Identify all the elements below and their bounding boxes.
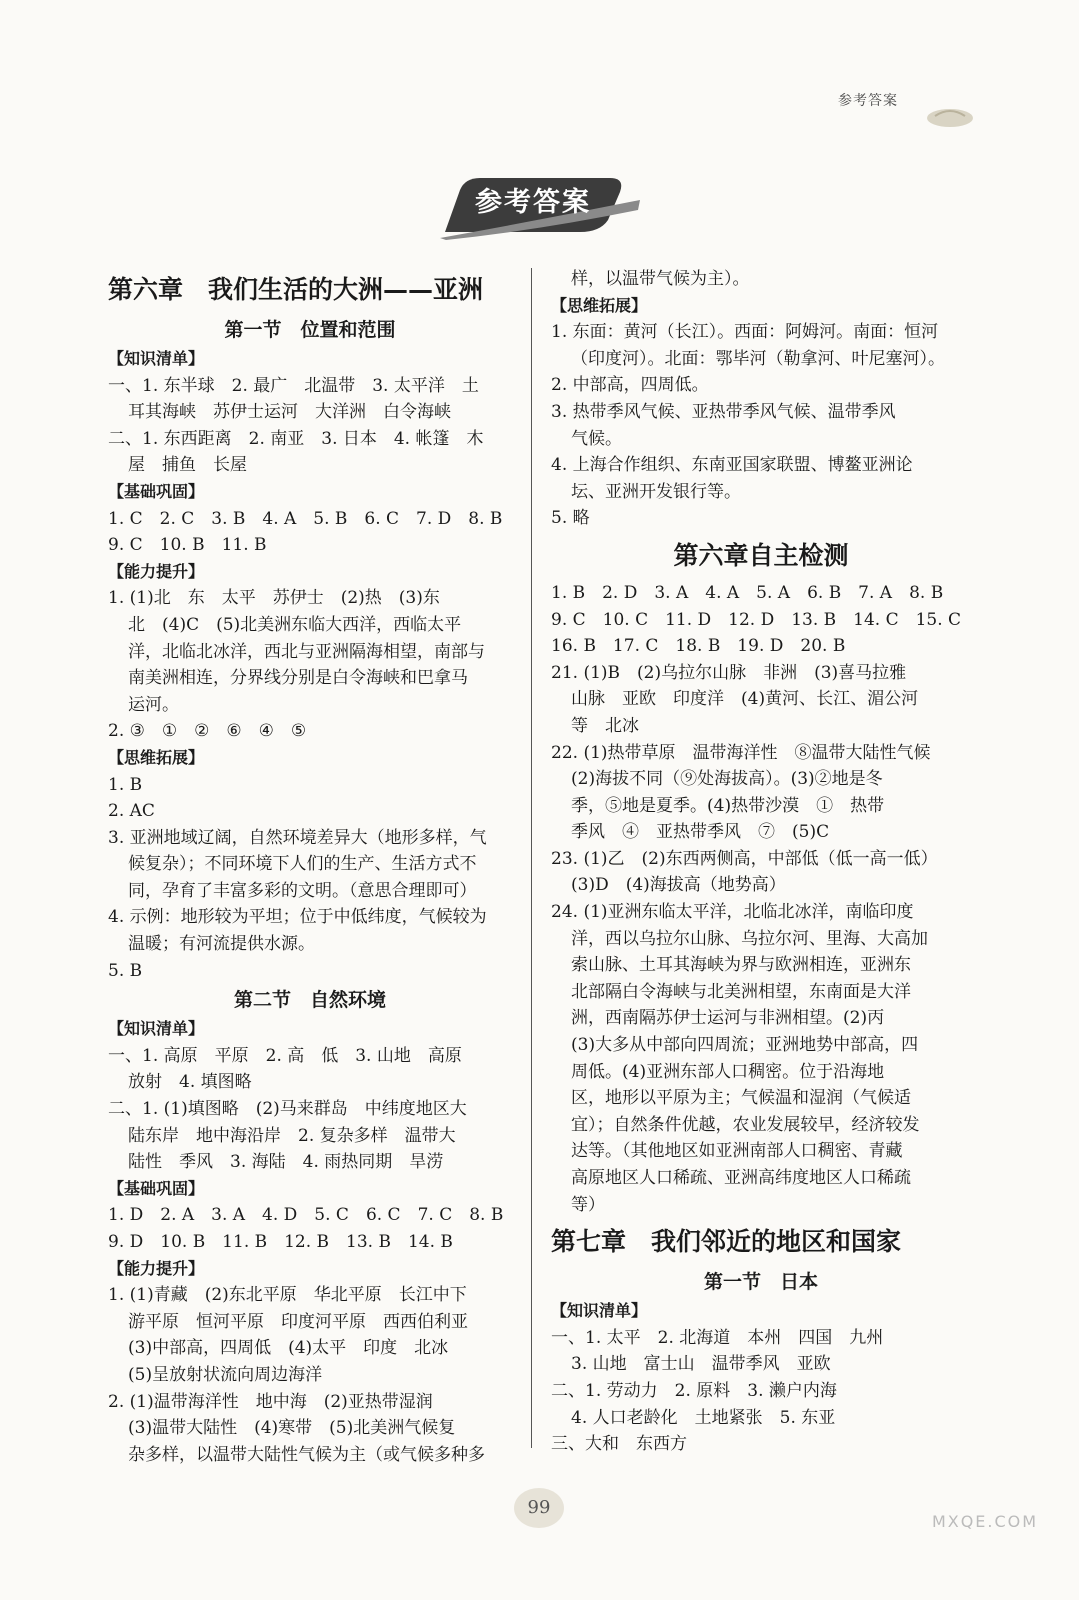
- right-column: [551, 266, 971, 1458]
- section-tag: 【思维拓展】: [551, 295, 648, 315]
- answer-line: 2. (1)温带海洋性 地中海 (2)亚热带湿润: [108, 1391, 433, 1412]
- section-tag: 【能力提升】: [108, 561, 205, 581]
- answer-line: 运河。: [128, 694, 179, 715]
- answer-line: 5. 略: [551, 508, 590, 529]
- answer-line: (3)D (4)海拔高（地势高）: [571, 875, 786, 896]
- section-tag: 【基础巩固】: [108, 1178, 205, 1198]
- answer-line: 9. C 10. C 11. D 12. D 13. B 14. C 15. C: [551, 609, 962, 630]
- section-tag: 【知识清单】: [108, 349, 205, 368]
- answer-line: 游平原 恒河平原 印度河平原 西西伯利亚: [128, 1311, 468, 1332]
- chapter-title: 第六章 我们生活的大洲——亚洲: [108, 275, 484, 304]
- answer-line: 一、1. 东半球 2. 最广 北温带 3. 太平洋 土: [108, 375, 479, 396]
- answer-line: 北部隔白令海峡与北美洲相望，东南面是大洋: [571, 981, 911, 1002]
- answer-line: 等 北冰: [571, 715, 639, 736]
- answer-line: 一、1. 太平 2. 北海道 本州 四国 九州: [551, 1327, 884, 1348]
- answer-line: 季，⑤地是夏季。(4)热带沙漠 ① 热带: [571, 795, 885, 816]
- answer-line: 放射 4. 填图略: [128, 1072, 252, 1093]
- answer-line: 22. (1)热带草原 温带海洋性 ⑧温带大陆性气候: [551, 742, 931, 763]
- answer-line: 4. 人口老龄化 土地紧张 5. 东亚: [571, 1407, 836, 1428]
- answer-line: 洲，西南隔苏伊士运河与非洲相望。(2)丙: [571, 1008, 885, 1029]
- answer-line: 陆性 季风 3. 海陆 4. 雨热同期 旱涝: [128, 1152, 444, 1173]
- answer-line: 3. 热带季风气候、亚热带季风气候、温带季风: [551, 401, 896, 422]
- section-tag: 【知识清单】: [551, 1301, 648, 1321]
- answer-line: 山脉 亚欧 印度洋 (4)黄河、长江、湄公河: [571, 689, 919, 710]
- answer-line: 1. C 2. C 3. B 4. A 5. B 6. C 7. D 8. B: [108, 508, 503, 529]
- answer-line: 季风 ④ 亚热带季风 ⑦ (5)C: [571, 822, 830, 843]
- answer-line: 4. 上海合作组织、东南亚国家联盟、博鳌亚洲论: [551, 455, 913, 476]
- answer-line: 北 (4)C (5)北美洲东临大西洋，西临太平: [128, 614, 462, 635]
- answer-line: 区，地形以平原为主；气候温和湿润（气候适: [571, 1088, 911, 1109]
- section-title: 第二节 自然环境: [233, 989, 386, 1012]
- answer-line: 24. (1)亚洲东临太平洋，北临北冰洋，南临印度: [551, 902, 914, 923]
- chapter-title: 第七章 我们邻近的地区和国家: [551, 1227, 902, 1257]
- answer-line: 4. 示例：地形较为平坦；位于中低纬度，气候较为: [108, 907, 487, 928]
- answer-line: 2. AC: [108, 801, 155, 822]
- watermark: MXQE.COM: [931, 1512, 1039, 1531]
- answer-line: 二、1. 劳动力 2. 原料 3. 濑户内海: [551, 1380, 837, 1401]
- answer-line: 杂多样，以温带大陆性气候为主（或气候多种多: [128, 1444, 485, 1465]
- answer-line: 索山脉、土耳其海峡为界与欧洲相连，亚洲东: [571, 955, 911, 976]
- answer-line: 南美洲相连，分界线分别是白令海峡和巴拿马: [128, 668, 468, 689]
- answer-line: 3. 山地 富士山 温带季风 亚欧: [571, 1354, 831, 1375]
- answer-line: 洋，北临北冰洋，西北与亚洲隔海相望，南部与: [128, 641, 485, 662]
- answer-line: 等）: [571, 1194, 605, 1215]
- answer-line: 2. ③ ① ② ⑥ ④ ⑤: [108, 721, 307, 742]
- answer-line: 高原地区人口稀疏、亚洲高纬度地区人口稀疏: [571, 1168, 911, 1188]
- answer-line: (2)海拔不同（⑨处海拔高）。(3)②地是冬: [571, 769, 883, 790]
- column-divider: [531, 268, 532, 1448]
- answer-line: 23. (1)乙 (2)东西两侧高，中部低（低一高一低）: [551, 848, 938, 869]
- running-header: 参考答案: [838, 93, 898, 109]
- answer-line: 1. B: [108, 774, 143, 795]
- answer-line: 陆东岸 地中海沿岸 2. 复杂多样 温带大: [128, 1125, 456, 1146]
- answer-line: 9. D 10. B 11. B 12. B 13. B 14. B: [108, 1232, 453, 1252]
- left-column: [108, 266, 512, 1468]
- chapter-title: 第六章自主检测: [673, 540, 849, 570]
- section-tag: 【能力提升】: [108, 1258, 205, 1278]
- answer-line: 1. 东面：黄河（长江）。西面：阿姆河。南面：恒河: [551, 322, 939, 343]
- answer-line: (3)中部高，四周低 (4)太平 印度 北冰: [128, 1338, 449, 1359]
- section-tag: 【基础巩固】: [108, 481, 205, 501]
- header-ornament-icon: [925, 102, 975, 128]
- banner-title: 参考答案: [475, 187, 591, 218]
- answer-line: 1. B 2. D 3. A 4. A 5. A 6. B 7. A 8. B: [551, 582, 944, 603]
- answer-line: 耳其海峡 苏伊士运河 大洋洲 白令海峡: [128, 402, 451, 423]
- answer-line: 候复杂）；不同环境下人们的生产、生活方式不: [128, 854, 477, 875]
- answer-line: 3. 亚洲地域辽阔，自然环境差异大（地形多样，气: [108, 827, 487, 848]
- answer-line: (3)大多从中部向四周流；亚洲地势中部高，四: [571, 1035, 919, 1056]
- answer-line: (5)呈放射状流向周边海洋: [128, 1364, 323, 1385]
- answer-line: 周低。(4)亚洲东部人口稠密。位于沿海地: [571, 1061, 885, 1082]
- section-tag: 【思维拓展】: [108, 747, 205, 767]
- answer-line: (3)温带大陆性 (4)寒带 (5)北美洲气候复: [128, 1418, 456, 1439]
- answer-line: 达等。（其他地区如亚洲南部人口稠密、青藏: [571, 1141, 903, 1162]
- section-title: 第一节 日本: [703, 1271, 818, 1294]
- answer-line: 1. (1)北 东 太平 苏伊士 (2)热 (3)东: [108, 588, 440, 609]
- answer-line: 二、1. 东西距离 2. 南亚 3. 日本 4. 帐篷 木: [108, 428, 484, 449]
- answer-line: 二、1. (1)填图略 (2)马来群岛 中纬度地区大: [108, 1099, 467, 1120]
- answer-line: 屋 捕鱼 长屋: [128, 455, 247, 476]
- answer-line: 21. (1)B (2)乌拉尔山脉 非洲 (3)喜马拉雅: [551, 662, 907, 683]
- answer-line: 9. C 10. B 11. B: [108, 535, 267, 556]
- answer-line: 1. D 2. A 3. A 4. D 5. C 6. C 7. C 8. B: [108, 1205, 504, 1226]
- answer-line: 宜）；自然条件优越，农业发展较早，经济较发: [571, 1114, 920, 1135]
- page-number: 99: [514, 1488, 564, 1528]
- answer-line: 温暖；有河流提供水源。: [128, 934, 315, 955]
- answer-line: 16. B 17. C 18. B 19. D 20. B: [551, 636, 846, 657]
- answer-line: 样，以温带气候为主）。: [571, 269, 750, 289]
- section-title: 第一节 位置和范围: [224, 319, 396, 341]
- answer-line: 1. (1)青藏 (2)东北平原 华北平原 长江中下: [108, 1285, 467, 1306]
- answer-line: 三、大和 东西方: [551, 1434, 687, 1455]
- answer-line: 一、1. 高原 平原 2. 高 低 3. 山地 高原: [108, 1045, 462, 1066]
- answer-line: 5. B: [108, 960, 143, 981]
- answer-line: 坛、亚洲开发银行等。: [571, 481, 741, 502]
- section-tag: 【知识清单】: [108, 1019, 205, 1039]
- answer-line: 洋，西以乌拉尔山脉、乌拉尔河、里海、大高加: [571, 928, 928, 949]
- answer-line: 气候。: [571, 428, 622, 449]
- answer-line: （印度河）。北面：鄂毕河（勒拿河、叶尼塞河）。: [571, 348, 945, 369]
- answer-line: 2. 中部高，四周低。: [551, 375, 709, 396]
- answer-line: 同，孕育了丰富多彩的文明。（意思合理即可）: [128, 880, 477, 901]
